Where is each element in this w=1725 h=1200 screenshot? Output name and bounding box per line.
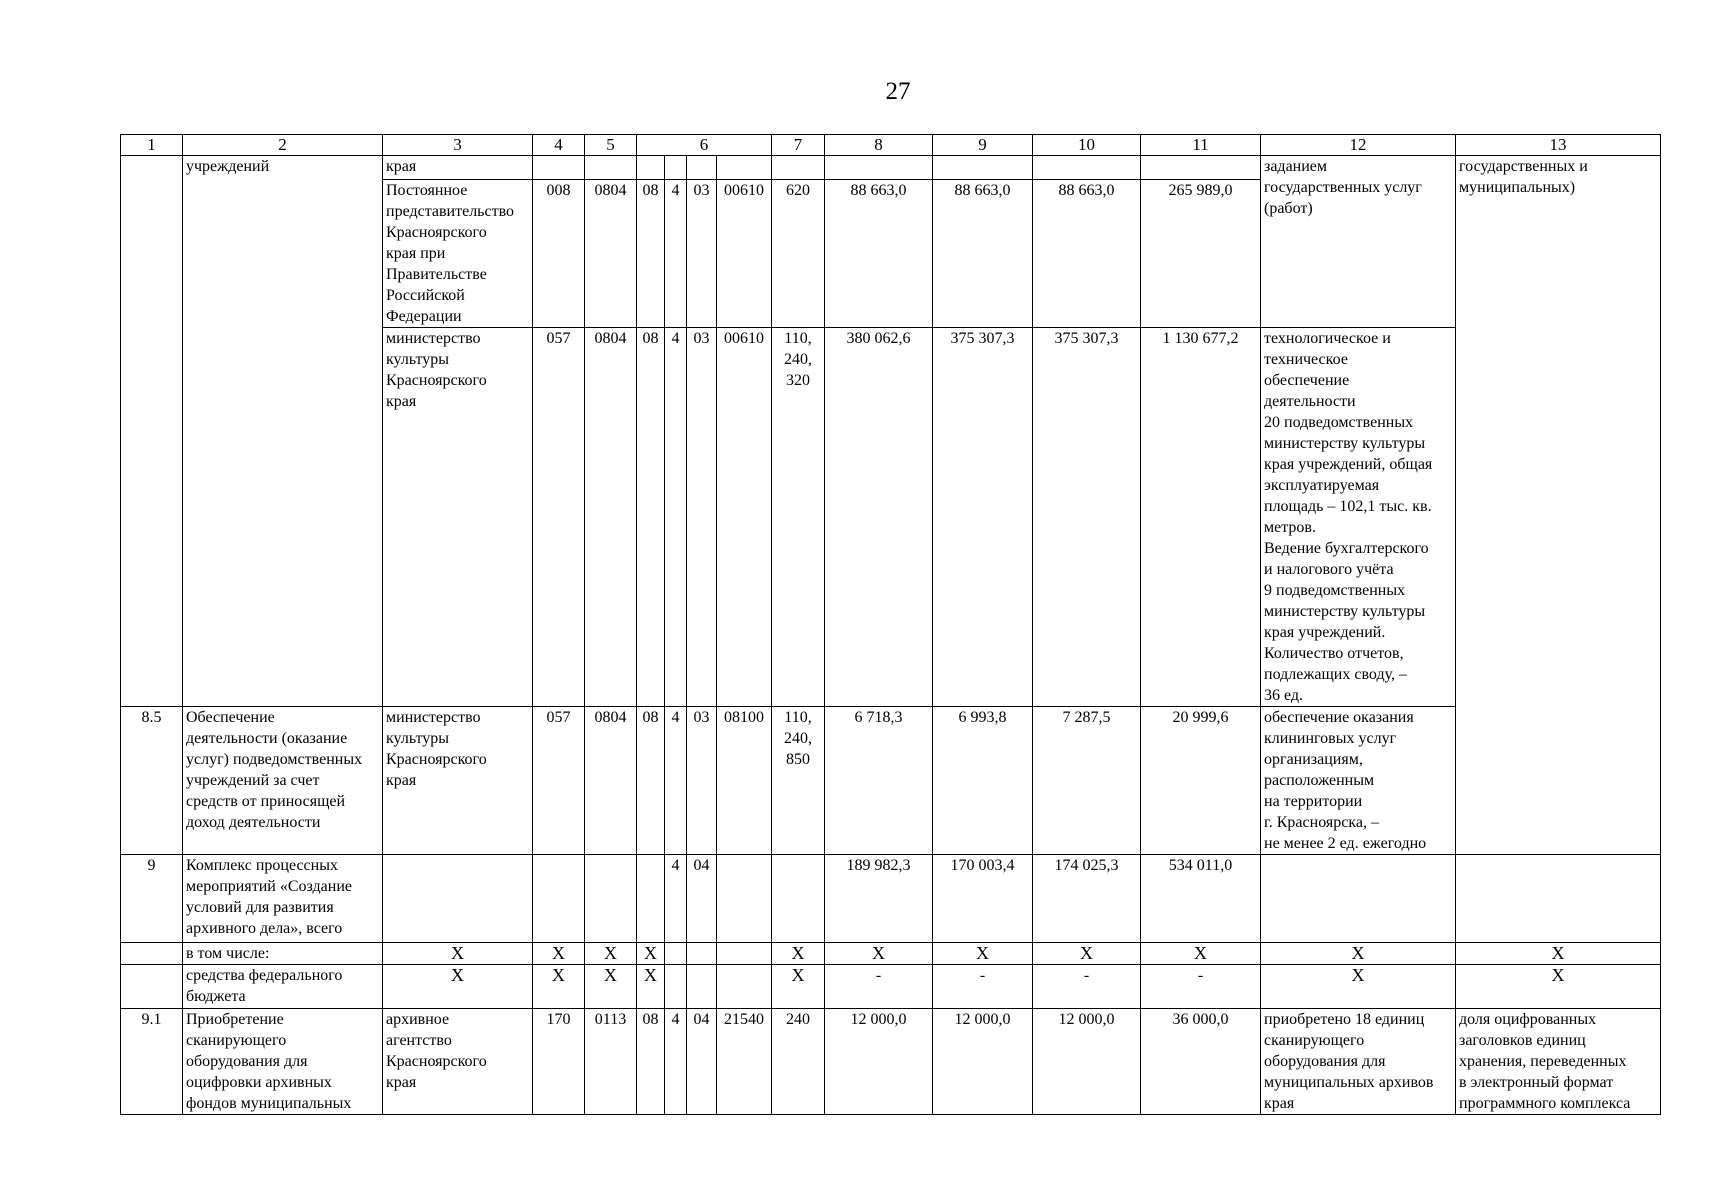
- rzpr-cell: X: [585, 965, 637, 1009]
- result-cell: X: [1261, 965, 1456, 1009]
- csr-type-cell: 4: [665, 1009, 687, 1115]
- year2-cell: 12 000,0: [933, 1009, 1033, 1115]
- result-cell: технологическое и техническое обеспечение деятельности 20 подведомственных министерству культуры края учреждений, общая эксплуатируемая площадь – 102,1 тыс. кв. метров. Ведение бухгалтерского и налогового учёта 9 подведомственных министерству культуры края учреждений. Количество отчетов, подлежащих своду, – 36 ед.: [1261, 328, 1456, 707]
- csr-code-cell: [717, 965, 772, 1009]
- rzpr-cell: [585, 156, 637, 180]
- csr-sub-cell: [687, 156, 717, 180]
- header-cell: 13: [1456, 135, 1661, 156]
- year3-cell: 88 663,0: [1033, 180, 1141, 328]
- csr-sub-cell: 03: [687, 180, 717, 328]
- header-cell: 4: [533, 135, 585, 156]
- csr-code-cell: 21540: [717, 1009, 772, 1115]
- csr-type-cell: 4: [665, 328, 687, 707]
- table-row: [121, 156, 1661, 180]
- result-cell: [1261, 855, 1456, 943]
- year2-cell: 6 993,8: [933, 707, 1033, 855]
- total-cell: [1141, 156, 1261, 180]
- rzpr-cell: 0113: [585, 1009, 637, 1115]
- table-row: [121, 855, 1661, 943]
- indicator-cell: [1456, 855, 1661, 943]
- rzpr-cell: 0804: [585, 180, 637, 328]
- csr-sub-cell: [687, 943, 717, 965]
- name-cell: Комплекс процессных мероприятий «Создание условий для развития архивного дела», всего: [183, 855, 383, 943]
- total-cell: 534 011,0: [1141, 855, 1261, 943]
- year1-cell: -: [825, 965, 933, 1009]
- vr-cell: 240: [772, 1009, 825, 1115]
- result-cell: приобретено 18 единиц сканирующего оборудования для муниципальных архивов края: [1261, 1009, 1456, 1115]
- executor-cell: X: [383, 943, 533, 965]
- vr-cell: X: [772, 965, 825, 1009]
- grbs-cell: 170: [533, 1009, 585, 1115]
- result-cell: заданием государственных услуг (работ): [1261, 156, 1456, 328]
- executor-cell: архивное агентство Красноярского края: [383, 1009, 533, 1115]
- header-row: [121, 135, 1661, 156]
- indicator-cell: X: [1456, 943, 1661, 965]
- year1-cell: 88 663,0: [825, 180, 933, 328]
- csr-sub-cell: 03: [687, 707, 717, 855]
- total-cell: X: [1141, 943, 1261, 965]
- year1-cell: 189 982,3: [825, 855, 933, 943]
- year2-cell: -: [933, 965, 1033, 1009]
- csr-type-cell: [665, 965, 687, 1009]
- csr-code-cell: 08100: [717, 707, 772, 855]
- csr-code-cell: [717, 156, 772, 180]
- csr-code-cell: 00610: [717, 328, 772, 707]
- header-cell: 12: [1261, 135, 1456, 156]
- executor-cell: X: [383, 965, 533, 1009]
- row-number-cell: [121, 943, 183, 965]
- csr-type-cell: 4: [665, 707, 687, 855]
- csr-sub-cell: [687, 965, 717, 1009]
- year3-cell: 12 000,0: [1033, 1009, 1141, 1115]
- total-cell: 265 989,0: [1141, 180, 1261, 328]
- csr-program-cell: 08: [637, 180, 665, 328]
- result-cell: обеспечение оказания клининговых услуг организациям, расположенным на территории г. Красноярска, – не менее 2 ед. ежегодно: [1261, 707, 1456, 855]
- csr-program-cell: [637, 855, 665, 943]
- year1-cell: 380 062,6: [825, 328, 933, 707]
- rzpr-cell: 0804: [585, 707, 637, 855]
- csr-program-cell: [637, 156, 665, 180]
- name-cell: учреждений: [183, 156, 383, 707]
- indicator-cell: X: [1456, 965, 1661, 1009]
- year3-cell: [1033, 156, 1141, 180]
- year3-cell: -: [1033, 965, 1141, 1009]
- indicator-cell: государственных и муниципальных): [1456, 156, 1661, 855]
- csr-program-cell: 08: [637, 707, 665, 855]
- vr-cell: [772, 156, 825, 180]
- total-cell: 1 130 677,2: [1141, 328, 1261, 707]
- vr-cell: [772, 855, 825, 943]
- csr-type-cell: 4: [665, 180, 687, 328]
- csr-program-cell: 08: [637, 1009, 665, 1115]
- row-number-cell: [121, 965, 183, 1009]
- indicator-cell: доля оцифрованных заголовков единиц хранения, переведенных в электронный формат программного комплекса: [1456, 1009, 1661, 1115]
- header-cell: 11: [1141, 135, 1261, 156]
- csr-type-cell: [665, 156, 687, 180]
- year2-cell: [933, 156, 1033, 180]
- total-cell: 36 000,0: [1141, 1009, 1261, 1115]
- year3-cell: 375 307,3: [1033, 328, 1141, 707]
- vr-cell: X: [772, 943, 825, 965]
- header-cell: 2: [183, 135, 383, 156]
- executor-cell: [383, 855, 533, 943]
- year2-cell: 170 003,4: [933, 855, 1033, 943]
- csr-type-cell: [665, 943, 687, 965]
- csr-code-cell: [717, 943, 772, 965]
- header-cell: 10: [1033, 135, 1141, 156]
- csr-program-cell: X: [637, 965, 665, 1009]
- budget-table: [120, 134, 1661, 1115]
- page-number: 27: [885, 78, 911, 105]
- csr-program-cell: X: [637, 943, 665, 965]
- table-row: [121, 965, 1661, 1009]
- total-cell: -: [1141, 965, 1261, 1009]
- header-cell: 3: [383, 135, 533, 156]
- year2-cell: 88 663,0: [933, 180, 1033, 328]
- grbs-cell: [533, 156, 585, 180]
- name-cell: Обеспечение деятельности (оказание услуг) подведомственных учреждений за счет средств от приносящей доход деятельности: [183, 707, 383, 855]
- grbs-cell: 057: [533, 328, 585, 707]
- year1-cell: [825, 156, 933, 180]
- year1-cell: 6 718,3: [825, 707, 933, 855]
- header-cell: 6: [637, 135, 772, 156]
- rzpr-cell: [585, 855, 637, 943]
- header-cell: 9: [933, 135, 1033, 156]
- year3-cell: 7 287,5: [1033, 707, 1141, 855]
- executor-cell: министерство культуры Красноярского края: [383, 707, 533, 855]
- row-number-cell: [121, 156, 183, 707]
- executor-cell: Постоянное представительство Красноярского края при Правительстве Российской Федерации: [383, 180, 533, 328]
- year1-cell: X: [825, 943, 933, 965]
- vr-cell: 110, 240, 320: [772, 328, 825, 707]
- row-number-cell: 9: [121, 855, 183, 943]
- table-row: [121, 943, 1661, 965]
- year3-cell: 174 025,3: [1033, 855, 1141, 943]
- csr-code-cell: 00610: [717, 180, 772, 328]
- header-cell: 5: [585, 135, 637, 156]
- total-cell: 20 999,6: [1141, 707, 1261, 855]
- grbs-cell: [533, 855, 585, 943]
- year2-cell: X: [933, 943, 1033, 965]
- csr-code-cell: [717, 855, 772, 943]
- year2-cell: 375 307,3: [933, 328, 1033, 707]
- row-number-cell: 9.1: [121, 1009, 183, 1115]
- table-row: [121, 1009, 1661, 1115]
- header-cell: 8: [825, 135, 933, 156]
- header-cell: 7: [772, 135, 825, 156]
- name-cell: в том числе:: [183, 943, 383, 965]
- vr-cell: 620: [772, 180, 825, 328]
- header-cell: 1: [121, 135, 183, 156]
- grbs-cell: 057: [533, 707, 585, 855]
- vr-cell: 110, 240, 850: [772, 707, 825, 855]
- csr-sub-cell: 03: [687, 328, 717, 707]
- csr-program-cell: 08: [637, 328, 665, 707]
- row-number-cell: 8.5: [121, 707, 183, 855]
- name-cell: Приобретение сканирующего оборудования для оцифровки архивных фондов муниципальных: [183, 1009, 383, 1115]
- csr-type-cell: 4: [665, 855, 687, 943]
- grbs-cell: X: [533, 943, 585, 965]
- grbs-cell: X: [533, 965, 585, 1009]
- rzpr-cell: X: [585, 943, 637, 965]
- executor-cell: края: [383, 156, 533, 180]
- result-cell: X: [1261, 943, 1456, 965]
- csr-sub-cell: 04: [687, 855, 717, 943]
- executor-cell: министерство культуры Красноярского края: [383, 328, 533, 707]
- year3-cell: X: [1033, 943, 1141, 965]
- rzpr-cell: 0804: [585, 328, 637, 707]
- table-row: [121, 707, 1661, 855]
- name-cell: средства федерального бюджета: [183, 965, 383, 1009]
- grbs-cell: 008: [533, 180, 585, 328]
- year1-cell: 12 000,0: [825, 1009, 933, 1115]
- csr-sub-cell: 04: [687, 1009, 717, 1115]
